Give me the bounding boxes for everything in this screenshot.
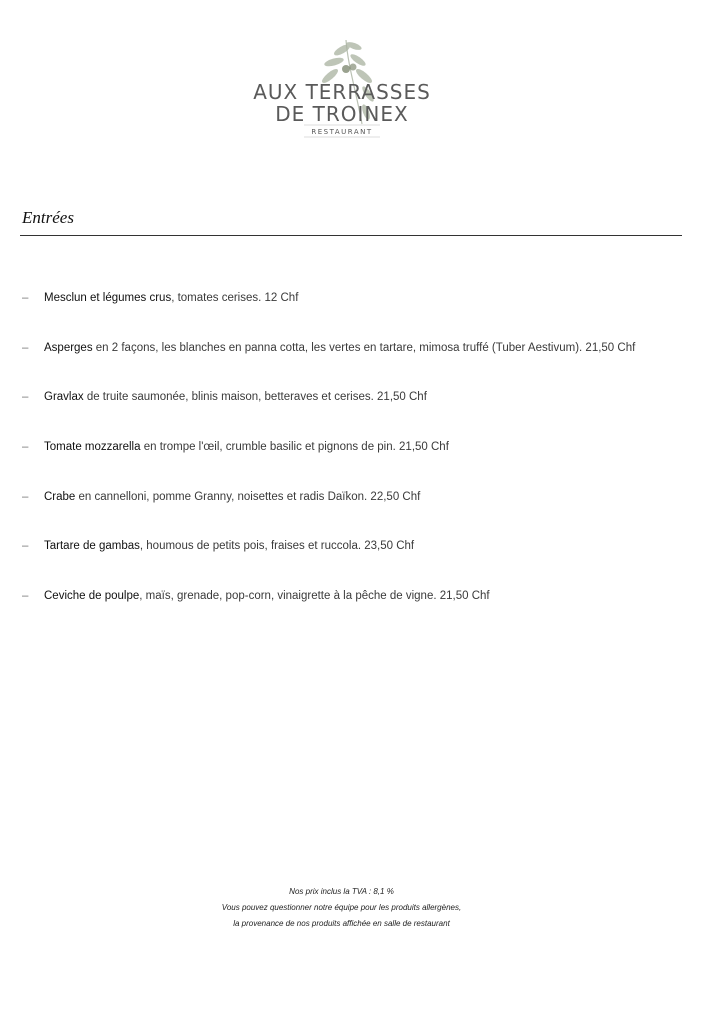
footer-allergen-note: Vous pouvez questionner notre équipe pour les produits allergènes, xyxy=(221,903,462,912)
menu-list xyxy=(22,290,702,638)
menu-item xyxy=(22,389,702,439)
dish-description: en 2 façons, les blanches en panna cotta, les vertes en tartare, mimosa truffé (Tuber Aestivum). 21,50 Chf xyxy=(92,341,636,354)
section-divider xyxy=(20,235,682,236)
logo-title-line1: AUX TERRASSES xyxy=(253,80,431,104)
dash-bullet: – xyxy=(22,441,29,454)
menu-item xyxy=(22,439,702,489)
dish-name: Mesclun et légumes crus xyxy=(44,292,172,304)
dish-description: , maïs, grenade, pop-corn, vinaigrette à la pêche de vigne. 21,50 Chf xyxy=(139,590,490,603)
dish-name: Ceviche de poulpe xyxy=(44,590,140,603)
logo-title-line2: DE TROINEX xyxy=(275,102,409,126)
logo-subtitle: RESTAURANT xyxy=(311,128,373,136)
dish-name: Asperges xyxy=(44,341,93,354)
dash-bullet: – xyxy=(22,341,29,354)
menu-item xyxy=(22,538,702,588)
dish-description: de truite saumonée, blinis maison, betteraves et cerises. 21,50 Chf xyxy=(83,391,427,404)
dish-name: Gravlax xyxy=(44,391,84,404)
dish-description: en trompe l'œil, crumble basilic et pignons de pin. 21,50 Chf xyxy=(140,441,449,454)
dash-bullet: – xyxy=(22,490,29,503)
dish-description: en cannelloni, pomme Granny, noisettes et radis Daïkon. 22,50 Chf xyxy=(75,490,421,503)
section-title: Entrées xyxy=(22,208,74,227)
menu-item xyxy=(22,489,702,539)
footer-provenance-note: la provenance de nos produits affichée en salle de restaurant xyxy=(233,919,450,928)
dish-name: Crabe xyxy=(44,490,76,503)
dash-bullet: – xyxy=(22,540,29,553)
dash-bullet: – xyxy=(22,292,29,304)
dish-description: , houmous de petits pois, fraises et ruccola. 23,50 Chf xyxy=(139,540,415,553)
dash-bullet: – xyxy=(22,590,29,603)
dash-bullet: – xyxy=(22,391,29,404)
menu-item xyxy=(22,340,702,390)
dish-name: Tartare de gambas xyxy=(44,540,140,553)
dish-name: Tomate mozzarella xyxy=(44,441,141,454)
footer-notes xyxy=(0,884,683,932)
dish-description: , tomates cerises. 12 Chf xyxy=(171,292,299,304)
restaurant-logo xyxy=(246,36,438,146)
menu-item xyxy=(22,588,702,638)
menu-item xyxy=(22,290,702,340)
footer-vat-note: Nos prix inclus la TVA : 8,1 % xyxy=(289,887,394,896)
